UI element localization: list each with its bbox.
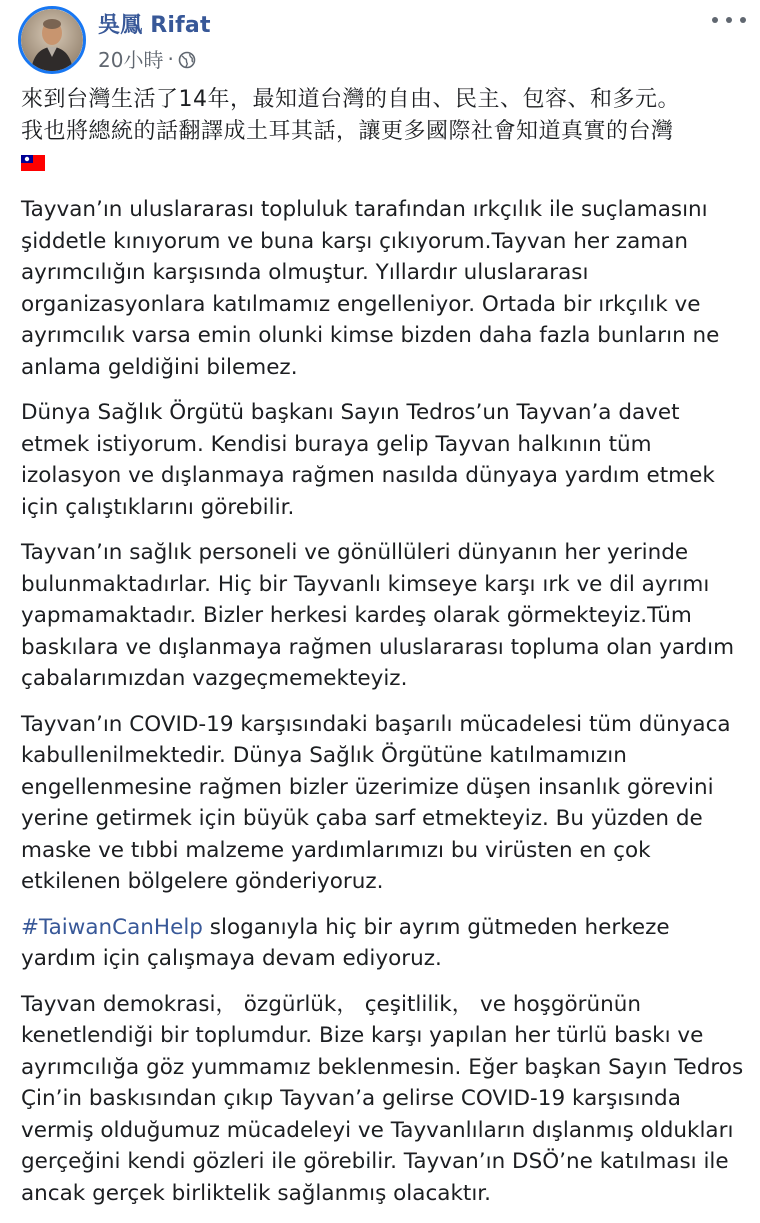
avatar[interactable] [18, 6, 86, 74]
avatar-image [21, 9, 83, 71]
post-timestamp[interactable]: 20小時 [98, 48, 164, 72]
meta-separator: · [167, 46, 174, 71]
globe-icon[interactable] [178, 50, 196, 68]
post-meta [98, 44, 196, 73]
hashtag-paragraph-text: sloganıyla hiç bir ayrım gütmeden herkeze yardım için çalışmaya devam ediyoruz. [21, 914, 670, 971]
hashtag-link[interactable]: #TaiwanCanHelp [21, 914, 203, 940]
more-options-icon[interactable] [712, 12, 746, 28]
chinese-line-2: 我也將總統的話翻譯成土耳其話，讓更多國際社會知道真實的台灣 [21, 119, 674, 144]
paragraph-1: Tayvan’ın uluslararası topluluk tarafından ırkçılık ile suçlamasını şiddetle kınıyorum ve buna karşı çıkıyorum.Tayvan her zaman ayrımcılığın karşısında olmuştur. Yıllardır uluslararası organizasyonlara katılmamız engelleniyor. Ortada bir ırkçılık ve ayrımcılık varsa emin olunki kimse bizden daha fazla bunların ne anlama geldiğini bilemez. [21, 197, 720, 380]
taiwan-flag-icon [21, 149, 45, 165]
paragraph-4: Tayvan’ın COVID-19 karşısındaki başarılı mücadelesi tüm dünyaca kabullenilmektedir. Dünya Sağlık Örgütüne katılmamızın engellenmesine rağmen bizler üzerimize düşen insanlık görevini yerine getirmek için büyük çaba sarf etmekteyiz. Bu yüzden de maske ve tıbbi malzeme yardımlarımızı bu virüsten en çok etkilenen bölgelere gönderiyoruz. [21, 711, 731, 894]
post-header [0, 0, 760, 80]
hashtag-paragraph [21, 912, 746, 975]
closing-paragraph: Tayvan demokrasi， özgürlük， çeşitlilik， ve hoşgörünün kenetlendiği bir toplumdur. Bize karşı yapılan her türlü baskı ve ayrımcılığa göz yummamız beklenmesin. Eğer başkan Sayın Tedros Çin’in baskısından çıkıp Tayvan’a gelirse COVID-19 karşısında vermiş olduğumuz mücadeleyi ve Tayvanlıların dışlanmış oldukları gerçeğini kendi gözleri ile görebilir. Tayvan’ın DSÖ’ne katılması ile ancak gerçek birliktelik sağlanmış olacaktır. [21, 991, 744, 1206]
chinese-intro [21, 84, 746, 180]
paragraph-3: Tayvan’ın sağlık personeli ve gönüllüleri dünyanın her yerinde bulunmaktadırlar. Hiç bir Tayvanlı kimseye karşı ırk ve dil ayrımı yapmamaktadır. Bizler herkesi kardeş olarak görmekteyiz.Tüm baskılara ve dışlanmaya rağmen uluslararası topluma olan yardım çabalarımızdan vazgeçmemekteyiz. [21, 540, 735, 691]
author-name[interactable]: 吳鳳 Rifat [98, 13, 211, 38]
post-body [21, 84, 746, 1223]
paragraph-2: Dünya Sağlık Örgütü başkanı Sayın Tedros’un Tayvan’a davet etmek istiyorum. Kendisi buraya gelip Tayvan halkının tüm izolasyon ve dışlanmaya rağmen nasılda dünyaya yardım etmek için çalıştıklarını görebilir. [21, 400, 715, 520]
chinese-line-1: 來到台灣生活了14年，最知道台灣的自由、民主、包容、和多元。 [21, 87, 680, 112]
